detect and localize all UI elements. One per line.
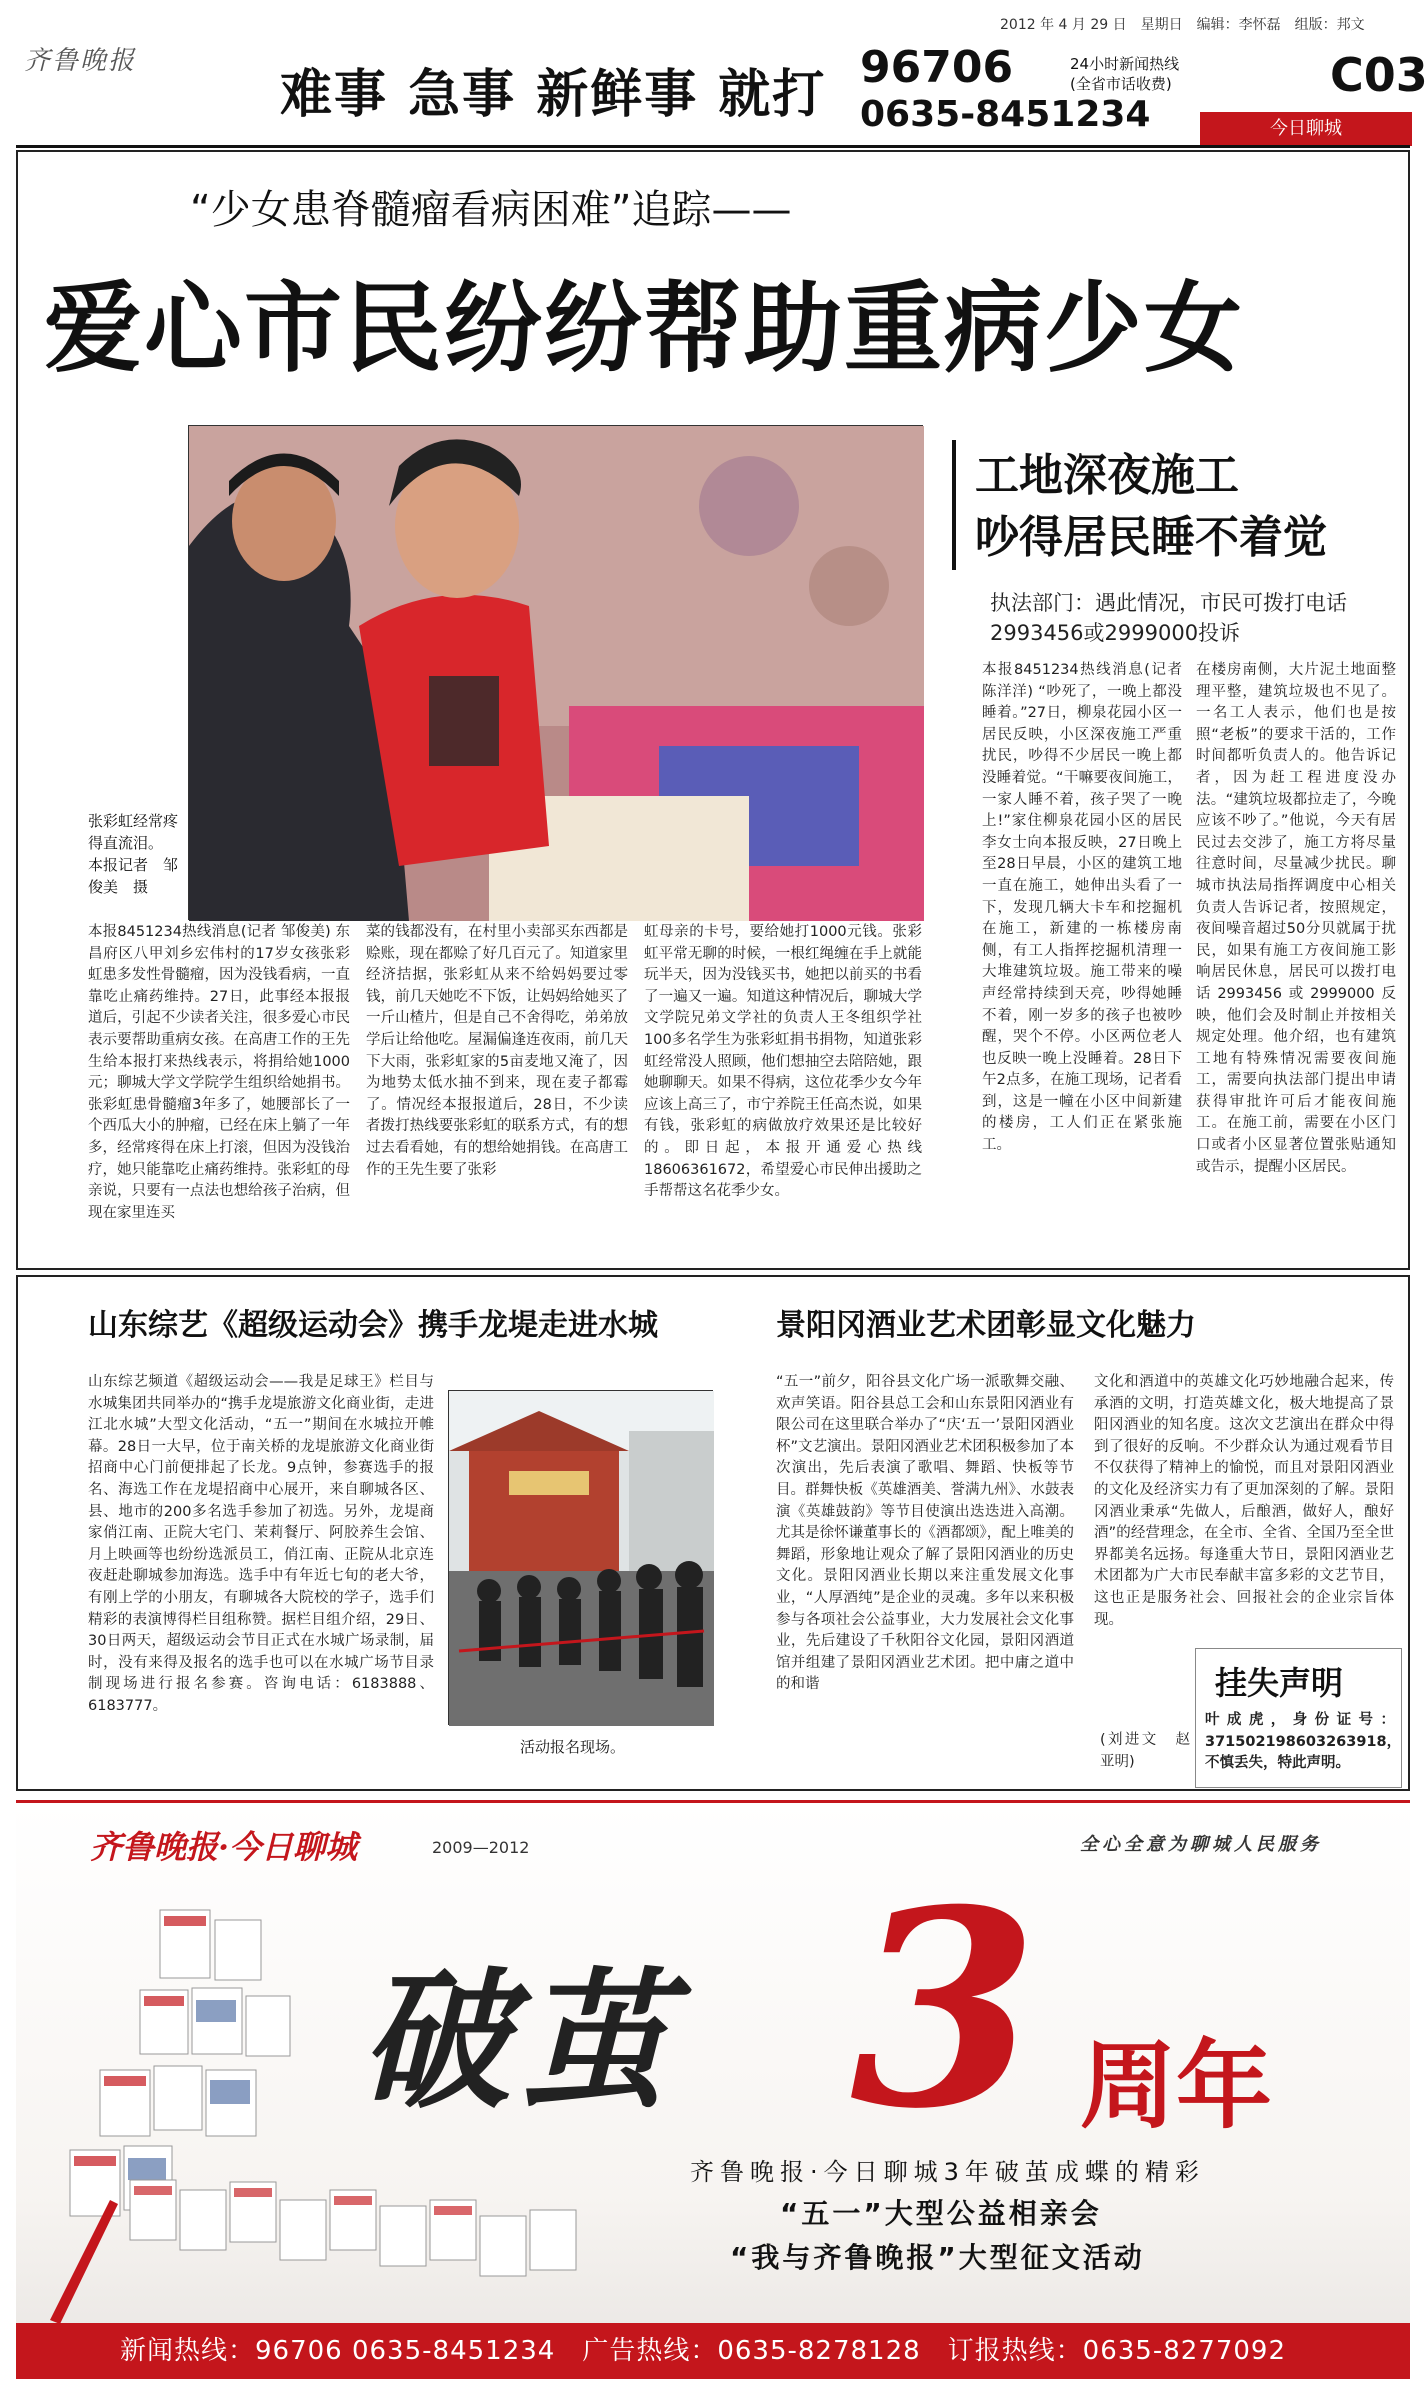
ad-anniversary: 周年 [1080,2030,1272,2142]
hotline-note-line-1: 24小时新闻热线 [1070,55,1180,73]
side-headline-line-2: 吵得居民睡不着觉 [975,512,1327,563]
side-headline-line-1: 工地深夜施工 [975,450,1239,501]
lead-column-3: 虹母亲的卡号，要给她打1000元钱。张彩虹平常无聊的时候，一根红绳缠在手上就能玩半天，因为没钱买书，她把以前买的书看了一遍又一遍。知道这种情况后，聊城大学文学院兄弟文学社的负责人王冬组织学社100多名学生为张彩虹捐书捐物，知道张彩虹经常没人照顾，他们想抽空去陪陪她，跟她聊聊天。如果不得病，这位花季少女今年应该上高三了，市宁养院王任高杰说，如果有钱，张彩虹的病做放疗效果还是比较好的。即日起，本报开通爱心热线18606361672，希望爱心市民伸出援助之手帮帮这名花季少女。 [644,924,922,1200]
ad-calligraphy: 破茧 [360,1953,681,2129]
lead-column-1: 本报8451234热线消息(记者 邹俊美) 东昌府区八甲刘乡宏伟村的17岁女孩张彩虹患多发性骨髓瘤，因为没钱看病，一直靠吃止痛药维持。27日，此事经本报报道后，引起不少读者关注，很多爱心市民表示要帮助重病女孩。在高唐工作的王先生给本报打来热线表示，将捐给她1000元；聊城大学文学院学生组织给她捐书。张彩虹患骨髓瘤3年多了，她腰部长了一个西瓜大小的肿瘤，已经在床上躺了一年多，经常疼得在床上打滚，但因为没钱治疗，她只能靠吃止痛药维持。张彩虹的母亲说，只要有一点法也想给孩子治病，但现在家里连买 [88,924,350,1221]
ad-event-2: “我与齐鲁晚报”大型征文活动 [730,2241,1145,2274]
side-headline [975,445,1395,569]
side-column-2: 在楼房南侧，大片泥土地面整理平整，建筑垃圾也不见了。一名工人表示，他们也是按照“老板”的要求干活的，工作时间都听负责人的。他告诉记者，因为赶工程进度没办法。“建筑垃圾都拉走了，今晚应该不吵了。”他说，今天有居民过去交涉了，施工方将尽量往意时间，尽量减少扰民。聊城市执法局指挥调度中心相关负责人告诉记者，按照规定，夜间噪音超过50分贝就属于扰民，如果有施工方夜间施工影响居民休息，居民可以拨打电话2993456或2999000反映，他们会及时制止并按相关规定处理。他介绍，也有建筑工地有特殊情况需要夜间施工，需要向执法部门提出申请获得审批许可后才能夜间施工。在施工前，需要在小区门口或者小区显著位置张贴通知或告示，提醒小区居民。 [1196,662,1396,1175]
hotline-slogan: 难事 急事 新鲜事 就打 [280,65,827,125]
ad-footer-hotlines: 新闻热线：96706 0635-8451234 广告热线：0635-8278128 订报热线：0635-8277092 [16,2323,1410,2379]
side-subhead: 执法部门：遇此情况，市民可拨打电话2993456或2999000投诉 [990,591,1347,645]
newspaper-logo: 齐鲁晚报 [24,46,137,76]
ad-years: 2009—2012 [432,1838,530,1857]
hotline-number-2: 0635-8451234 [860,94,1151,135]
left-story-photo [448,1390,713,1725]
section-tab: 今日聊城 [1200,112,1412,146]
ad-logo: 齐鲁晚报·今日聊城 [90,1828,358,1866]
left-story-photo-caption: 活动报名现场。 [520,1738,626,1756]
lead-kicker: “少女患脊髓瘤看病困难”追踪—— [190,187,792,233]
hotline-note-line-2: (全省市话收费) [1070,75,1172,93]
left-story-photo-illustration [449,1391,714,1726]
lead-column-2: 菜的钱都没有，在村里小卖部买东西都是赊账，现在都赊了好几百元了。知道家里经济拮据，张彩虹从来不给妈妈要过零钱，前几天她吃不下饭，让妈妈给她买了一斤山楂片，但是自己不舍得吃，弟弟放学后让给他吃。屋漏偏逢连夜雨，前几天下大雨，张彩虹家的5亩麦地又淹了，因为地势太低水抽不到来，现在麦子都霉了。情况经本报报道后，28日，不少读者拨打热线要张彩虹的联系方式，有的想过去看看她，有的想给她捐钱。在高唐工作的王先生要了张彩 [366,924,628,1178]
side-column-1: 本报8451234热线消息(记者 陈洋洋) “吵死了，一晚上都没睡着。”27日，柳泉花园小区一居民反映，小区深夜施工严重扰民，吵得不少居民一晚上都没睡着觉。“干嘛要夜间施工，一家人睡不着，孩子哭了一晚上!”家住柳泉花园小区的居民李女士向本报反映，27日晚上至28日早晨，小区的建筑工地一直在施工，她伸出头看了一下，发现几辆大卡车和挖掘机在施工，新建的一栋楼房南侧，有工人指挥挖掘机清理一大堆建筑垃圾。施工带来的噪声经常持续到天亮，吵得她睡不着，刚一岁多的孩子也被吵醒，哭个不停。小区两位老人也反映一晚上没睡着。28日下午2点多，在施工现场，记者看到，这是一幢在小区中间新建的楼房，工人们正在紧张施工。 [982,662,1182,1154]
hotline-number: 96706 [860,42,1014,93]
ad-number-three: 3 [850,1850,1038,2168]
lost-notice-title: 挂失声明 [1215,1664,1344,1702]
ad-tagline: 齐鲁晚报·今日聊城3年破茧成蝶的精彩 [690,2158,1205,2186]
right-story-byline: (刘进文 赵亚明) [1100,1732,1190,1770]
lead-photo [188,425,923,920]
left-story-headline: 山东综艺《超级运动会》携手龙堤走进水城 [88,1308,658,1343]
masthead-rule [16,145,1410,148]
left-story-body: 山东综艺频道《超级运动会——我是足球王》栏目与水城集团共同举办的“携手龙堤旅游文化商业街，走进江北水城”大型文化活动，“五一”期间在水城拉开帷幕。28日一大早，位于南关桥的龙堤旅游文化商业街招商中心门前便排起了长龙。9点钟，参赛选手的报名、海选工作在龙堤招商中心展开，来自聊城各区、县、地市的200多名选手参加了初选。另外，龙堤商家俏江南、正院大宅门、茉莉餐厅、阿胶养生会馆、月上映画等也纷纷选派员工，俏江南、正院从北京连夜赶赴聊城参加海选。选手中有年近七旬的老大爷，有刚上学的小朋友，有聊城各大院校的学子，选手们精彩的表演博得栏目组称赞。据栏目组介绍，29日、30日两天，超级运动会节目正式在水城广场录制，届时，没有来得及报名的选手也可以在水城广场节目录制现场进行报名参赛。咨询电话：6183888、6183777。 [88,1374,434,1714]
side-headline-bar [952,440,956,570]
page-number: C03 [1330,48,1428,102]
newspaper-row-graphic [40,2160,640,2330]
lead-photo-illustration [189,426,924,921]
right-story-column-2: 文化和酒道中的英雄文化巧妙地融合起来，传承酒的文明，打造英雄文化，极大地提高了景阳冈酒业的知名度。这次文艺演出在群众中得到了很好的反响。不少群众认为通过观看节目不仅获得了精神上的愉悦，而且对景阳冈酒业的文化及经济实力有了更加深刻的了解。景阳冈酒业秉承“先做人，后酿酒，做好人，酿好酒”的经营理念，在全市、全省、全国乃至全世界都美名远扬。每逢重大节日，景阳冈酒业艺术团都为广大市民奉献丰富多彩的文艺节目，这也正是服务社会、回报社会的企业宗旨体现。 [1094,1374,1394,1628]
ad-motto: 全心全意为聊城人民服务 [1080,1834,1322,1855]
lost-notice-body: 叶成虎，身份证号：371502198603263918，不慎丢失，特此声明。 [1205,1712,1402,1772]
ad-event-1: “五一”大型公益相亲会 [780,2197,1102,2230]
right-story-headline: 景阳冈酒业艺术团彰显文化魅力 [776,1308,1196,1343]
right-story-column-1: “五一”前夕，阳谷县文化广场一派歌舞交融、欢声笑语。阳谷县总工会和山东景阳冈酒业有限公司在这里联合举办了“庆‘五一’景阳冈酒业杯”文艺演出。景阳冈酒业艺术团积极参加了本次演出，先后表演了歌唱、舞蹈、快板等节目。群舞快板《英雄酒美、誉满九州》、水鼓表演《英雄鼓韵》等节目使演出迭迭进入高潮。尤其是徐怀谦董事长的《酒都颂》，配上唯美的舞蹈，形象地让观众了解了景阳冈酒业的历史文化。景阳冈酒业长期以来注重发展文化事业，“人厚酒纯”是企业的灵魂。多年以来积极参与各项社会公益事业，大力发展社会文化事业，先后建设了千秋阳谷文化园，景阳冈酒道馆并组建了景阳冈酒业艺术团。把中庸之道中的和谐 [776,1374,1074,1693]
hotline-note [1070,54,1179,94]
lead-headline: 爱心市民纷纷帮助重病少女 [44,272,1245,386]
date-editor-line: 2012 年 4 月 29 日 星期日 编辑：李怀磊 组版：邦文 [1000,17,1365,33]
lead-photo-caption: 张彩虹经常疼得直流泪。 本报记者 邹俊美 摄 [88,812,179,896]
